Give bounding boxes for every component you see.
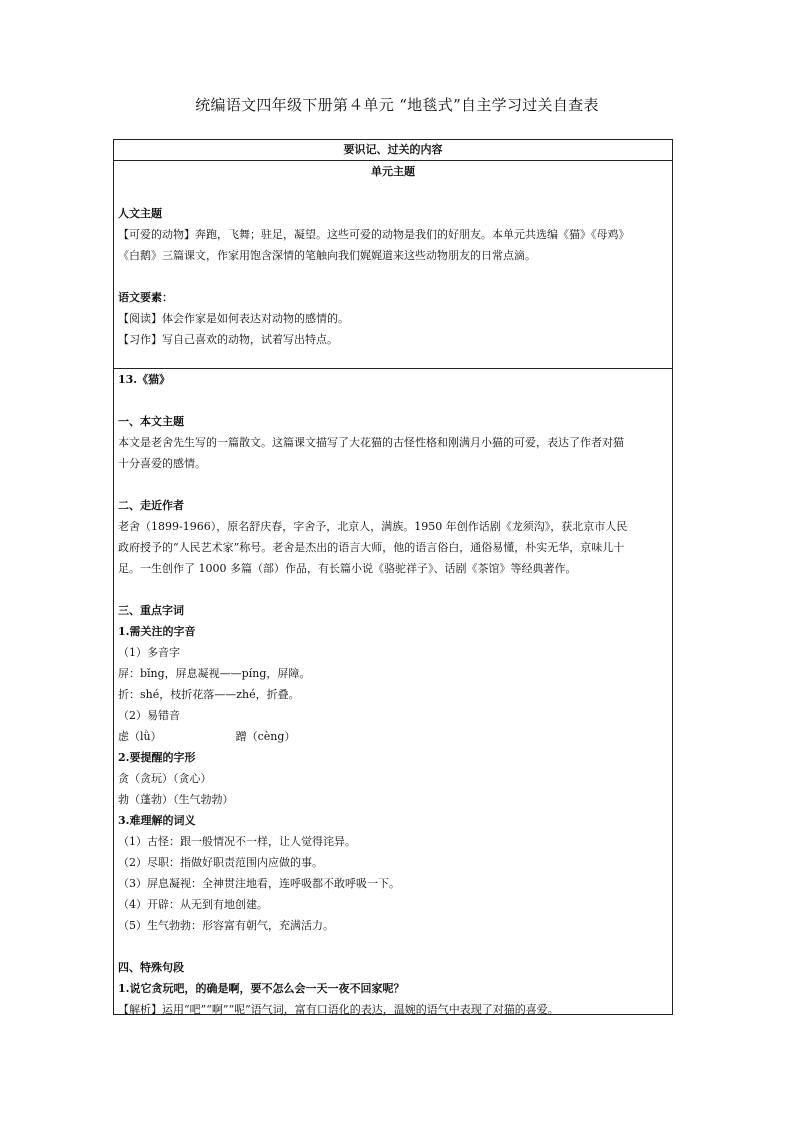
list-item: （1）多音字 xyxy=(118,646,180,659)
section-heading: 一、本文主题 xyxy=(118,415,184,428)
humanities-text-line: 【可爱的动物】奔跑，飞舞；驻足，凝望。这些可爱的动物是我们的好朋友。本单元共选编《猫》《母鸡》 xyxy=(118,228,630,241)
section-heading: 三、重点字词 xyxy=(118,604,184,617)
list-item: （4）开辟：从无到有地创建。 xyxy=(118,898,268,911)
list-item: （2）尽职：指做好职责范围内应做的事。 xyxy=(118,856,323,869)
key-sentence: 1.说它贪玩吧，的确是啊，要不怎么会一天一夜不回家呢？ xyxy=(118,982,405,995)
list-item: （5）生气勃勃：形容富有朝气，充满活力。 xyxy=(118,919,334,932)
list-item xyxy=(118,726,668,747)
lesson-cell xyxy=(114,369,672,1015)
list-item: 勃（蓬勃）（生气勃勃） xyxy=(118,793,234,806)
paragraph-line: 十分喜爱的感情。 xyxy=(118,457,206,470)
section-heading: 二、走近作者 xyxy=(118,499,184,512)
paragraph-line: 足。一生创作了 1000 多篇（部）作品，有长篇小说《骆驼祥子》、话剧《茶馆》等经典著作。 xyxy=(118,562,577,575)
unit-theme-cell xyxy=(114,161,672,369)
page-title: 统编语文四年级下册第４单元 “地毯式”自主学习过关自查表 xyxy=(195,96,599,114)
list-item: （1）古怪：跟一般情况不一样，让人觉得诧异。 xyxy=(118,835,356,848)
checklist-table xyxy=(113,139,673,1015)
confusing-sound-b: 蹭（cèng） xyxy=(235,730,296,743)
subsection-heading: 1.需关注的字音 xyxy=(118,625,196,638)
humanities-text-line: 《白鹅》三篇课文，作家用饱含深情的笔触向我们娓娓道来这些动物朋友的日常点滴。 xyxy=(118,249,536,262)
list-item: 屏：bǐng，屏息凝视——píng，屏障。 xyxy=(118,667,311,680)
humanities-label: 人文主题 xyxy=(118,207,162,220)
section-heading: 四、特殊句段 xyxy=(118,961,184,974)
table-header: 要识记、过关的内容 xyxy=(114,140,672,161)
paragraph-line: 老舍（1899-1966），原名舒庆春，字舍予，北京人，满族。1950 年创作话剧《龙须沟》，获北京市人民 xyxy=(118,520,628,533)
subsection-heading: 3.难理解的词义 xyxy=(118,814,196,827)
reading-element: 【阅读】体会作家是如何表达对动物的感情的。 xyxy=(118,312,349,325)
unit-theme-heading: 单元主题 xyxy=(371,165,415,178)
lesson-title: 13.《猫》 xyxy=(118,373,171,386)
confusing-sound-a: 虑（lǜ） xyxy=(118,730,162,743)
paragraph-line: 政府授予的“人民艺术家”称号。老舍是杰出的语言大师，他的语言俗白，通俗易懂，朴实无华，京味儿十 xyxy=(118,541,625,554)
paragraph-line: 本文是老舍先生写的一篇散文。这篇课文描写了大花猫的古怪性格和刚满月小猫的可爱，表达了作者对猫 xyxy=(118,436,624,449)
writing-element: 【习作】写自己喜欢的动物，试着写出特点。 xyxy=(118,333,338,346)
list-item: 贪（贪玩）（贪心） xyxy=(118,772,212,785)
list-item: 折：shé，枝折花落——zhé，折叠。 xyxy=(118,688,300,701)
list-item: （3）屏息凝视：全神贯注地看，连呼吸都不敢呼吸一下。 xyxy=(118,877,400,890)
list-item: （2）易错音 xyxy=(118,709,180,722)
language-elements-label: 语文要素： xyxy=(118,291,173,304)
subsection-heading: 2.要提醒的字形 xyxy=(118,751,196,764)
analysis-line: 【解析】运用“吧”“啊”“呢”语气词，富有口语化的表达，温婉的语气中表现了对猫的喜爱。 xyxy=(118,1003,559,1016)
